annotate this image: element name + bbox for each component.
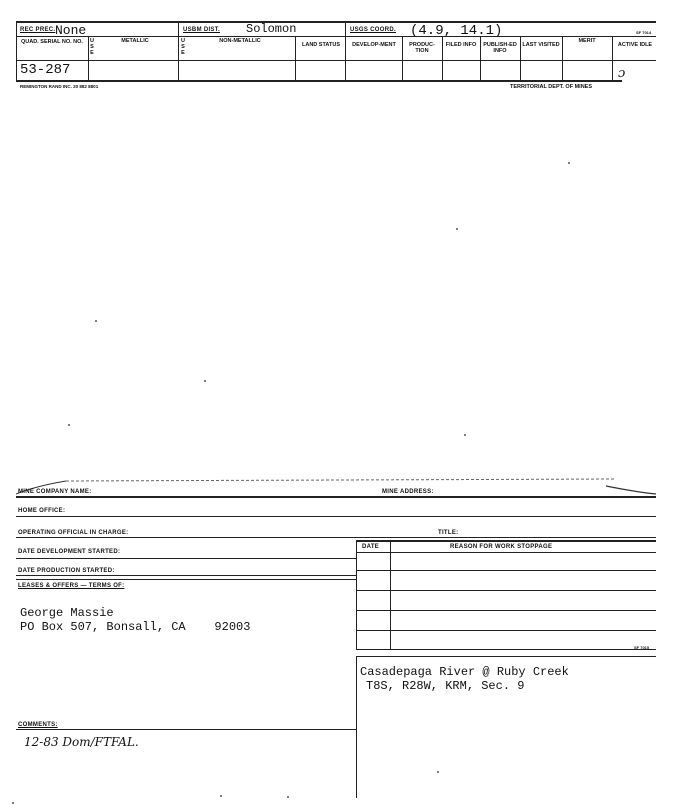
usgs-coord-value: (4.9, 14.1) [410,23,503,39]
date-column-header: DATE [362,544,380,550]
dept-note: TERRITORIAL DEPT. OF MINES [510,84,592,90]
col-active-idle: ACTIVE IDLE [617,42,653,48]
col-published-info: PUBLISH-ED INFO [483,42,517,54]
torn-edge [16,472,656,498]
mine-address-label: MINE ADDRESS: [382,489,434,495]
speck [287,796,289,798]
active-idle-mark: ɔ [618,66,626,81]
usbm-dist-label: USBM DIST. [183,27,221,33]
col-last-visited: LAST VISITED [522,42,560,48]
location-line-1: Casadepaga River @ Ruby Creek [360,665,569,679]
col-development: DEVELOP-MENT [352,42,396,48]
rec-prec-value: None [55,23,87,38]
speck [95,320,97,322]
comments-value: 12-83 Dom/FTFAL. [24,735,139,749]
comments-label: COMMENTS: [18,722,58,728]
operating-official-label: OPERATING OFFICIAL IN CHARGE: [18,530,129,536]
speck [204,380,206,382]
quad-serial-value: 53-287 [20,62,71,78]
col-quad-serial: QUAD. SERIAL NO. NO. [21,39,83,45]
date-development-label: DATE DEVELOPMENT STARTED: [18,549,121,555]
col-use-nonmetallic: U S E [181,38,185,56]
date-production-label: DATE PRODUCTION STARTED: [18,568,115,574]
col-nonmetallic: NON-METALLIC [219,38,261,44]
lease-line-1: George Massie [20,606,114,620]
col-filed-info: FILED INFO [445,42,477,48]
mine-company-label: MINE COMPANY NAME: [18,489,92,495]
col-use-metallic: U S E [90,38,94,56]
col-production: PRODUC-TION [409,42,435,54]
home-office-label: HOME OFFICE: [18,508,66,514]
location-line-2: T8S, R28W, KRM, Sec. 9 [366,679,525,693]
leases-label: LEASES & OFFERS — TERMS OF: [18,583,125,589]
rec-prec-label: REC PREC. [20,27,56,33]
speck [568,162,570,164]
speck [12,802,14,804]
speck [68,424,70,426]
lease-line-2: PO Box 507, Bonsall, CA 92003 [20,620,251,634]
speck [220,795,222,797]
usgs-coord-label: USGS COORD. [350,27,396,33]
printer-note: REMINGTON RAND INC. 20 882 8801 [20,84,99,89]
col-merit: MERIT [578,38,596,44]
speck [437,771,439,773]
title-label: TITLE: [438,530,459,536]
col-land-status: LAND STATUS [302,42,340,48]
usbm-dist-value: Solomon [246,22,297,36]
form-number-bottom: SF 7015 [634,645,650,650]
reason-column-header: REASON FOR WORK STOPPAGE [450,544,553,550]
speck [456,228,458,230]
col-metallic: METALLIC [121,38,149,44]
form-number-top: SF 7014 [636,30,652,35]
speck [464,434,466,436]
